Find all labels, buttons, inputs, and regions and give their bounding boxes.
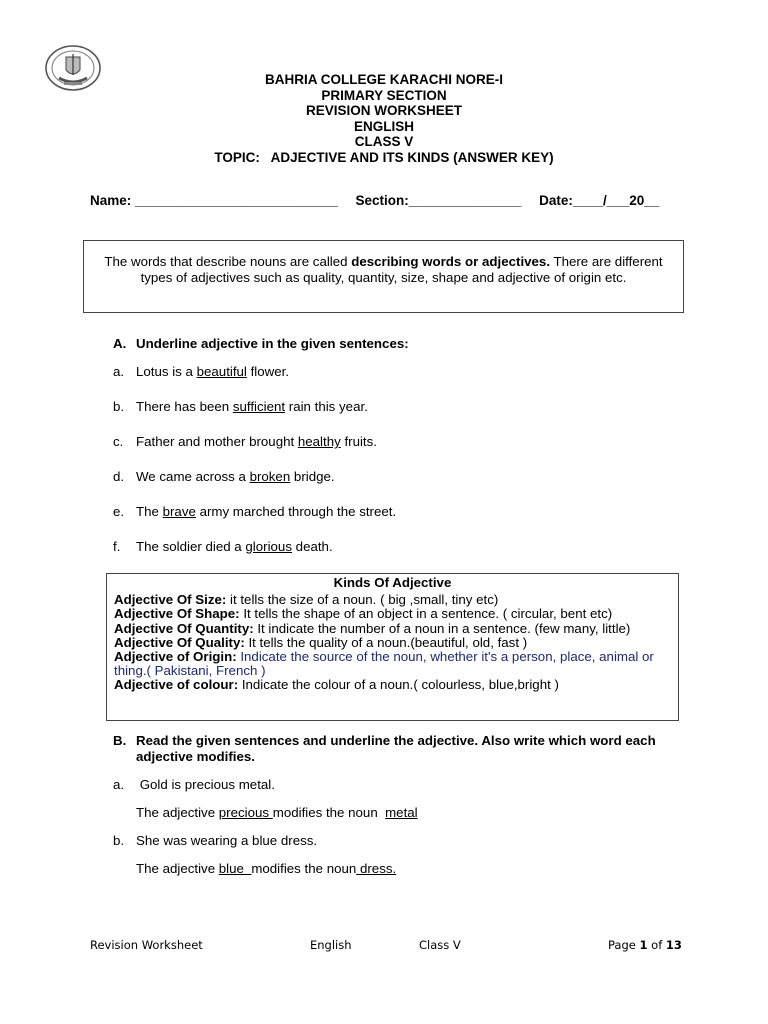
item-text: The: [136, 504, 163, 519]
kind-term: Adjective of Origin:: [114, 649, 237, 665]
kinds-of-adjective-box: [106, 573, 679, 721]
underlined-adjective: healthy: [297, 434, 341, 449]
kind-desc: It indicate the number of a noun in a sentence. (few many, little): [253, 620, 631, 636]
kinds-title: Kinds Of Adjective: [333, 575, 452, 590]
answer-text: modifies the noun: [251, 861, 357, 876]
section-field[interactable]: Section:_______________: [355, 193, 522, 208]
underlined-noun: metal: [385, 805, 418, 820]
item-letter: b.: [113, 833, 125, 848]
list-item: [113, 833, 317, 848]
page-label: Page: [608, 938, 640, 952]
answer-line: [136, 805, 418, 820]
list-item: [113, 399, 368, 414]
name-field[interactable]: Name: ___________________________: [90, 193, 338, 208]
kind-row: [114, 622, 671, 636]
kind-term: Adjective Of Quality:: [114, 634, 245, 650]
list-item: [113, 504, 396, 519]
underlined-adjective: blue: [218, 861, 252, 876]
section-a-letter: A.: [113, 336, 127, 351]
page-total: 13: [665, 938, 682, 952]
item-letter: a.: [113, 364, 125, 379]
answer-text: The adjective: [136, 805, 219, 820]
item-letter: f.: [113, 539, 121, 554]
underlined-noun: dress.: [356, 861, 397, 876]
list-item: [113, 539, 333, 554]
item-text: fruits.: [340, 434, 377, 449]
section-a-heading: [113, 336, 409, 351]
topic-line: TOPIC: ADJECTIVE AND ITS KINDS (ANSWER KEY): [214, 149, 554, 165]
intro-text-pre: The words that describe nouns are called: [104, 254, 352, 269]
section-b-heading: [113, 733, 713, 764]
section-b-letter: B.: [113, 733, 127, 748]
underlined-adjective: broken: [249, 469, 291, 484]
section-a-title: Underline adjective in the given sentences:: [136, 336, 409, 351]
item-text: We came across a: [136, 469, 250, 484]
item-text: Lotus is a: [136, 364, 197, 379]
item-text: The soldier died a: [136, 539, 246, 554]
list-item: [113, 777, 275, 792]
kind-row: [114, 650, 671, 678]
class-name: CLASS V: [354, 134, 414, 149]
kind-desc: It tells the quality of a noun.(beautiful, old, fast ): [244, 634, 528, 650]
school-name: BAHRIA COLLEGE KARACHI NORE-I: [265, 72, 503, 87]
section-name: PRIMARY SECTION: [321, 87, 447, 103]
answer-line: [136, 861, 396, 876]
answer-text: modifies the noun: [272, 805, 386, 820]
kind-term: Adjective Of Size:: [114, 592, 227, 608]
list-item: [113, 364, 289, 379]
kind-row: [114, 636, 671, 650]
item-letter: a.: [113, 777, 125, 792]
date-field[interactable]: Date:____/___20__: [539, 193, 660, 208]
item-text: flower.: [246, 364, 290, 379]
intro-text-bold: describing words or adjectives.: [351, 254, 551, 269]
kind-desc: Indicate the colour of a noun.( colourless, blue,bright ): [238, 677, 559, 693]
list-item: [113, 434, 377, 449]
item-letter: e.: [113, 504, 125, 519]
worksheet-header: [0, 72, 768, 165]
kind-desc: it tells the size of a noun. ( big ,small, tiny etc): [226, 592, 499, 608]
item-text: rain this year.: [285, 399, 368, 414]
item-text: death.: [291, 539, 333, 554]
item-text: Father and mother brought: [136, 434, 298, 449]
item-text: There has been: [136, 399, 233, 414]
subject-name: ENGLISH: [353, 118, 414, 134]
list-item: [113, 469, 335, 484]
kind-row: [114, 607, 671, 621]
item-text: Gold is precious metal.: [136, 777, 275, 792]
intro-text-post: There are different types of adjectives such as quality, quantity, size, shape and adjective of origin etc.: [140, 254, 663, 285]
intro-box: [83, 240, 684, 313]
underlined-adjective: glorious: [245, 539, 292, 554]
student-info-line: [90, 193, 673, 208]
item-text: bridge.: [290, 469, 335, 484]
kind-row: [114, 678, 671, 692]
kind-term: Adjective Of Shape:: [114, 606, 240, 622]
footer-left: Revision Worksheet: [90, 938, 203, 952]
underlined-adjective: sufficient: [232, 399, 286, 414]
page-indicator: [608, 938, 682, 952]
footer-subject: English: [310, 938, 352, 952]
section-b-title: Read the given sentences and underline the adjective. Also write which word each adjective modifies.: [136, 733, 656, 764]
item-letter: b.: [113, 399, 125, 414]
underlined-adjective: beautiful: [196, 364, 247, 379]
kind-row: [114, 593, 671, 607]
page-of: of: [647, 938, 666, 952]
answer-text: The adjective: [136, 861, 219, 876]
kind-desc: It tells the shape of an object in a sentence. ( circular, bent etc): [239, 606, 613, 622]
kind-desc: Indicate the source of the noun, whether it's a person, place, animal or thing.( Pakistani, French ): [114, 649, 654, 679]
page-number: 1: [639, 938, 648, 952]
underlined-adjective: precious: [218, 805, 273, 820]
kind-term: Adjective of colour:: [114, 677, 239, 693]
kind-term: Adjective Of Quantity:: [114, 620, 254, 636]
item-text: army marched through the street.: [195, 504, 397, 519]
worksheet-type: REVISION WORKSHEET: [305, 103, 462, 118]
item-text: She was wearing a blue dress.: [136, 833, 318, 848]
footer-class: Class V: [419, 938, 461, 952]
underlined-adjective: brave: [162, 504, 196, 519]
item-letter: c.: [113, 434, 124, 449]
item-letter: d.: [113, 469, 125, 484]
